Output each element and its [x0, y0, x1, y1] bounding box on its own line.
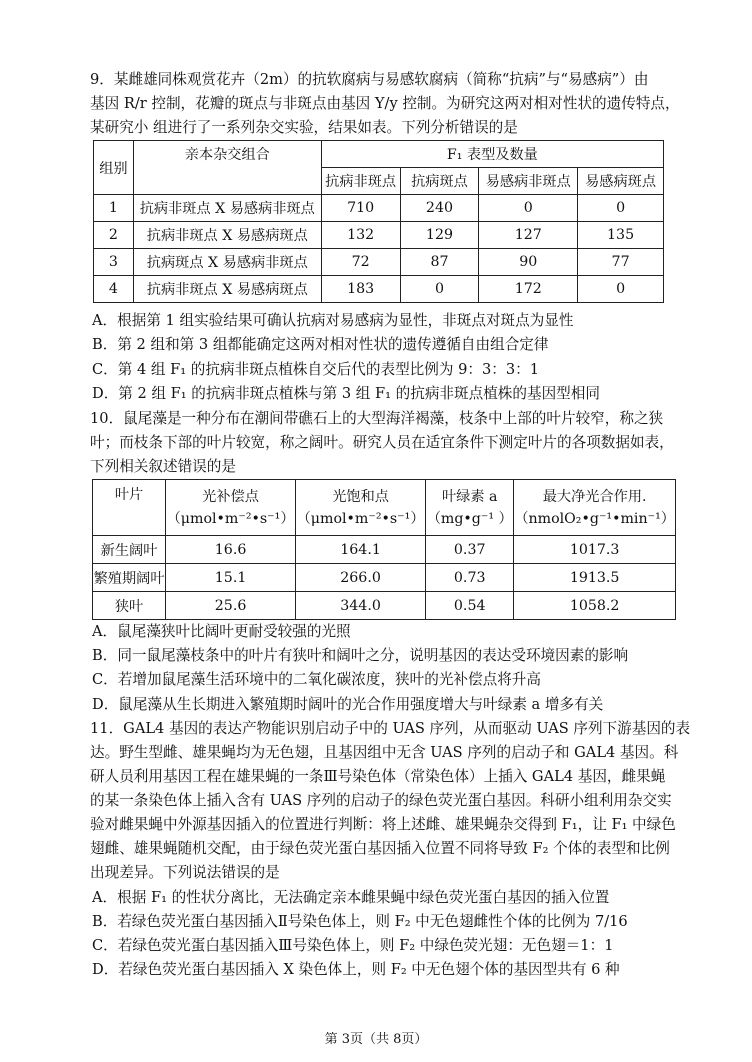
count-cell: 87 [400, 249, 479, 276]
q9-stem-line: 某研究小 组进行了一系列杂交实验，结果如表。下列分析错误的是 [90, 119, 518, 136]
q10-header-leaf [93, 480, 166, 536]
q9-header-cross: 亲本杂交组合 [133, 141, 321, 195]
table-row [94, 249, 664, 276]
count-cell: 0 [479, 195, 578, 222]
count-cell: 129 [400, 222, 479, 249]
value-cell: 0.73 [426, 564, 514, 592]
q9-header-f1: F₁ 表型及数量 [321, 141, 663, 168]
value-cell: 0.37 [426, 536, 514, 564]
table-row [94, 222, 664, 249]
q10-table [92, 479, 676, 620]
cross-cell: 抗病斑点 X 易感病非斑点 [133, 249, 321, 276]
q10-option-c: C．若增加鼠尾藻生活环境中的二氧化碳浓度，狭叶的光补偿点将升高 [92, 671, 541, 688]
leaf-cell: 繁殖期阔叶 [93, 564, 166, 592]
value-cell: 16.6 [166, 536, 296, 564]
header-unit: （μmol•m⁻²•s⁻¹） [296, 510, 425, 527]
page-number: 第 3页（共 8页） [324, 1032, 428, 1047]
count-cell: 0 [578, 195, 664, 222]
group-cell: 4 [94, 276, 134, 303]
header-unit: （μmol•m⁻²•s⁻¹） [166, 510, 295, 527]
count-cell: 72 [321, 249, 400, 276]
q9-table [93, 140, 664, 303]
q10-stem-line: 叶；而枝条下部的叶片较宽，称之阔叶。研究人员在适宜条件下测定叶片的各项数据如表， [90, 434, 674, 451]
count-cell: 172 [479, 276, 578, 303]
q11-stem-line: 达。野生型雌、雄果蝇均为无色翅，且基因组中无含 UAS 序列的启动子和 GAL4 基因。科 [90, 744, 679, 761]
table-row [94, 276, 664, 303]
value-cell: 1017.3 [514, 536, 676, 564]
leaf-cell: 狭叶 [93, 592, 166, 620]
count-cell: 240 [400, 195, 479, 222]
value-cell: 25.6 [166, 592, 296, 620]
q11-option-d: D．若绿色荧光蛋白基因插入 X 染色体上，则 F₂ 中无色翅个体的基因型共有 6 种 [92, 961, 620, 978]
count-cell: 90 [479, 249, 578, 276]
header-text: 叶片 [114, 487, 144, 503]
group-cell: 3 [94, 249, 134, 276]
value-cell: 164.1 [296, 536, 426, 564]
q9-subheader: 抗病非斑点 [321, 168, 400, 195]
count-cell: 132 [321, 222, 400, 249]
q10-option-a: A．鼠尾藻狭叶比阔叶更耐受较强的光照 [92, 623, 351, 640]
group-cell: 2 [94, 222, 134, 249]
q10-stem-line: 10．鼠尾藻是一种分布在潮间带礁石上的大型海洋褐藻，枝条中上部的叶片较窄，称之狭 [90, 410, 664, 427]
q9-stem-line: 基因 R/r 控制，花瓣的斑点与非斑点由基因 Y/y 控制。为研究这两对相对性状的遗传特点， [90, 95, 680, 112]
value-cell: 1913.5 [514, 564, 676, 592]
cross-cell: 抗病非斑点 X 易感病斑点 [133, 222, 321, 249]
q11-option-b: B．若绿色荧光蛋白基因插入Ⅱ号染色体上，则 F₂ 中无色翅雌性个体的比例为 7/16 [92, 913, 628, 930]
q9-subheader: 抗病斑点 [400, 168, 479, 195]
q11-stem-line: 验对雌果蝇中外源基因插入的位置进行判断：将上述雌、雄果蝇杂交得到 F₁，让 F₁ 中绿色 [90, 816, 676, 833]
q10-header-chla [426, 480, 514, 536]
value-cell: 15.1 [166, 564, 296, 592]
q10-option-d: D．鼠尾藻从生长期进入繁殖期时阔叶的光合作用强度增大与叶绿素 a 增多有关 [92, 696, 604, 713]
q9-option-a: A．根据第 1 组实验结果可确认抗病对易感病为显性，非斑点对斑点为显性 [92, 312, 574, 329]
q11-stem-line: 11．GAL4 基因的表达产物能识别启动子中的 UAS 序列，从而驱动 UAS 序列下游基因的表 [90, 720, 691, 737]
q10-header-pmax [514, 480, 676, 536]
count-cell: 127 [479, 222, 578, 249]
q9-stem-line: 9．某雌雄同株观赏花卉（2m）的抗软腐病与易感软腐病（简称“抗病”与“易感病”）由 [90, 71, 649, 88]
q10-header-lcp [166, 480, 296, 536]
q10-option-b: B．同一鼠尾藻枝条中的叶片有狭叶和阔叶之分，说明基因的表达受环境因素的影响 [92, 647, 629, 664]
q9-option-b: B．第 2 组和第 3 组都能确定这两对相对性状的遗传遵循自由组合定律 [92, 336, 549, 353]
table-row [93, 592, 676, 620]
q9-subheader: 易感病斑点 [578, 168, 664, 195]
q11-option-a: A．根据 F₁ 的性状分离比，无法确定亲本雌果蝇中绿色荧光蛋白基因的插入位置 [92, 889, 610, 906]
header-unit: （mg•g⁻¹ ） [426, 510, 513, 527]
value-cell: 0.54 [426, 592, 514, 620]
q9-header-group: 组别 [94, 141, 134, 195]
value-cell: 344.0 [296, 592, 426, 620]
q10-stem-line: 下列相关叙述错误的是 [90, 458, 236, 475]
value-cell: 266.0 [296, 564, 426, 592]
cross-cell: 抗病非斑点 X 易感病非斑点 [133, 195, 321, 222]
count-cell: 77 [578, 249, 664, 276]
q9-option-c: C．第 4 组 F₁ 的抗病非斑点植株自交后代的表型比例为 9：3：3：1 [92, 361, 540, 378]
q11-stem-line: 研人员利用基因工程在雄果蝇的一条Ⅲ号染色体（常染色体）上插入 GAL4 基因，雌果蝇 [90, 768, 666, 785]
q11-stem-line: 翅雌、雄果蝇随机交配，由于绿色荧光蛋白基因插入位置不同将导致 F₂ 个体的表型和比例 [90, 840, 670, 857]
count-cell: 183 [321, 276, 400, 303]
group-cell: 1 [94, 195, 134, 222]
count-cell: 0 [400, 276, 479, 303]
count-cell: 135 [578, 222, 664, 249]
cross-cell: 抗病非斑点 X 易感病斑点 [133, 276, 321, 303]
header-unit: （nmolO₂•g⁻¹•min⁻¹） [514, 510, 675, 527]
table-row [94, 195, 664, 222]
count-cell: 0 [578, 276, 664, 303]
q11-stem-line: 的某一条染色体上插入含有 UAS 序列的启动子的绿色荧光蛋白基因。科研小组利用杂交实 [90, 792, 672, 809]
q9-subheader: 易感病非斑点 [479, 168, 578, 195]
value-cell: 1058.2 [514, 592, 676, 620]
header-text: 叶绿素 a [441, 488, 498, 505]
header-text: 最大净光合作用. [542, 488, 647, 505]
header-text: 光补偿点 [202, 488, 259, 505]
table-row [93, 536, 676, 564]
q11-stem-line: 出现差异。下列说法错误的是 [90, 864, 280, 881]
leaf-cell: 新生阔叶 [93, 536, 166, 564]
q11-option-c: C．若绿色荧光蛋白基因插入Ⅲ号染色体上，则 F₂ 中绿色荧光翅：无色翅＝1：1 [92, 937, 614, 954]
count-cell: 710 [321, 195, 400, 222]
table-row [93, 564, 676, 592]
q10-header-lsp [296, 480, 426, 536]
header-text: 光饱和点 [332, 488, 389, 505]
q9-option-d: D．第 2 组 F₁ 的抗病非斑点植株与第 3 组 F₁ 的抗病非斑点植株的基因型相同 [92, 385, 600, 402]
